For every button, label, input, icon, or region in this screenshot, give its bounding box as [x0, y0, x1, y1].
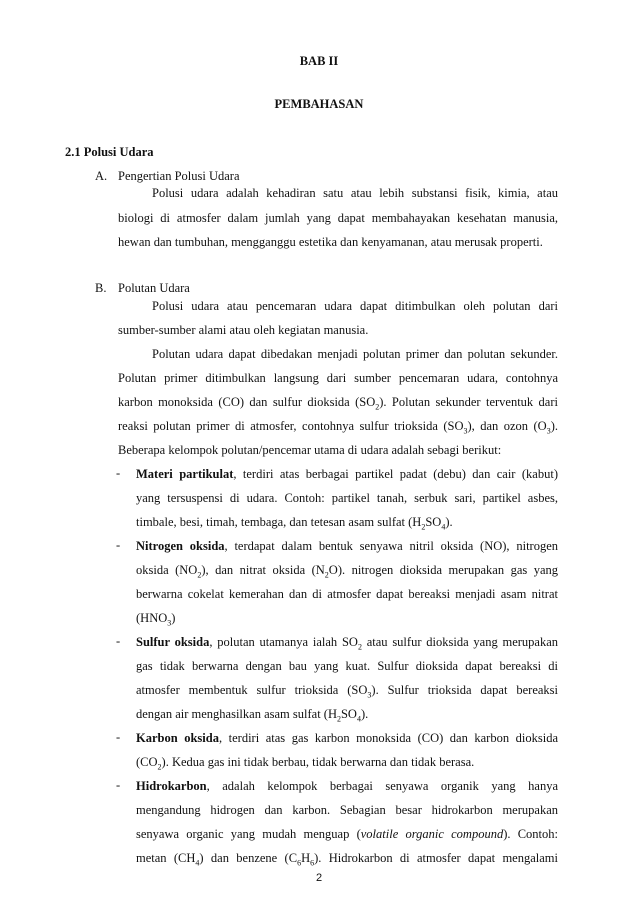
para-a-line-1: Polusi udara adalah kehadiran satu atau lebih substansi fisik, kimia, atau — [152, 186, 558, 200]
bullet-2-line-3: berwarna cokelat kemerahan dan di atmosfer dapat bereaksi menjadi asam nitrat — [136, 587, 558, 601]
bullet-dash-5: - — [116, 778, 121, 792]
subsection-a-heading — [95, 169, 240, 184]
subsection-b-marker: B. — [95, 281, 107, 295]
bullet-3-line-1: Sulfur oksida, polutan utamanya ialah $SO_2$ atau sulfur dioksida yang merupakan — [136, 635, 558, 652]
section-heading: 2.1 Polusi Udara — [65, 145, 154, 159]
bullet-5-line-1: Hidrokarbon, adalah kelompok berbagai senyawa organik yang hanya — [136, 779, 558, 793]
bullet-5-line-4: metan $(CH_4)$ dan benzene $(C_6H_6)$. Hidrokarbon di atmosfer dapat mengalami — [136, 851, 558, 868]
para-b-line-1: Polusi udara atau pencemaran udara dapat ditimbulkan oleh polutan dari — [152, 299, 558, 313]
chapter-label: BAB II — [299, 54, 339, 68]
bullet-dash-3: - — [116, 634, 121, 648]
bullet-3-line-4: dengan air menghasilkan asam sulfat $(H_2SO_4)$. — [136, 707, 369, 724]
bullet-3-line-3: atmosfer membentuk sulfur trioksida $(SO_3)$. Sulfur trioksida dapat bereaksi — [136, 683, 559, 700]
para-b-line-5: karbon monoksida (CO) dan sulfur dioksida $(SO_2)$. Polutan sekunder terventuk dari — [118, 395, 558, 412]
bullet-4-line-1: Karbon oksida, terdiri atas gas karbon monoksida (CO) dan karbon dioksida — [136, 731, 559, 745]
subsection-b-title: Polutan Udara — [118, 281, 190, 295]
subsection-b-heading — [95, 281, 190, 296]
bullet-5-line-2: mengandung hidrogen dan karbon. Sebagian besar hidrokarbon merupakan — [136, 803, 558, 817]
subsection-a-marker: A. — [95, 169, 108, 183]
para-b-line-2: sumber-sumber alami atau oleh kegiatan manusia. — [118, 323, 369, 337]
para-a-line-2: biologi di atmosfer dalam jumlah yang dapat membahayakan kesehatan manusia, — [118, 211, 558, 225]
subsection-a-title: Pengertian Polusi Udara — [118, 169, 240, 183]
bullet-1-line-3: timbale, besi, timah, tembaga, dan tetesan asam sulfat $(H_2SO_4)$. — [136, 515, 453, 532]
bullet-3-line-2: gas tidak berwarna dengan bau yang kuat. Sulfur dioksida dapat bereaksi di — [136, 659, 558, 673]
chapter-title: PEMBAHASAN — [274, 97, 364, 111]
bullet-5-line-3: senyawa organic yang mudah menguap (volatile organic compound). Contoh: — [136, 827, 559, 841]
bullet-2-line-4: $(HNO_3)$ — [136, 611, 176, 628]
page-number: 2 — [315, 872, 323, 884]
bullet-1-line-2: yang tersuspensi di udara. Contoh: partikel tanah, serbuk sari, partikel asbes, — [136, 491, 558, 505]
para-b-line-4: Polutan primer ditimbulkan langsung dari sumber pencemaran udara, contohnya — [118, 371, 558, 385]
bullet-4-line-2: $(CO_2)$. Kedua gas ini tidak berbau, tidak berwarna dan tidak berasa. — [136, 755, 475, 772]
bullet-dash-1: - — [116, 466, 121, 480]
bullet-dash-2: - — [116, 538, 121, 552]
bullet-dash-4: - — [116, 730, 121, 744]
bullet-2-line-1: Nitrogen oksida, terdapat dalam bentuk senyawa nitril oksida (NO), nitrogen — [136, 539, 558, 553]
para-b-line-6: reaksi polutan primer di atmosfer, contohnya sulfur trioksida $(SO_3)$, dan ozon $(O_3)$. — [118, 419, 559, 436]
bullet-2-line-2: oksida $(NO_2)$, dan nitrat oksida $(N_2O)$. nitrogen dioksida merupakan gas yang — [136, 563, 558, 580]
para-a-line-3: hewan dan tumbuhan, mengganggu estetika dan kenyamanan, atau merusak properti. — [118, 235, 543, 249]
para-b-line-3: Polutan udara dapat dibedakan menjadi polutan primer dan polutan sekunder. — [152, 347, 558, 361]
para-b-line-7: Beberapa kelompok polutan/pencemar utama di udara adalah sebagi berikut: — [118, 443, 502, 457]
bullet-1-line-1: Materi partikulat, terdiri atas berbagai partikel padat (debu) dan cair (kabut) — [136, 467, 558, 481]
